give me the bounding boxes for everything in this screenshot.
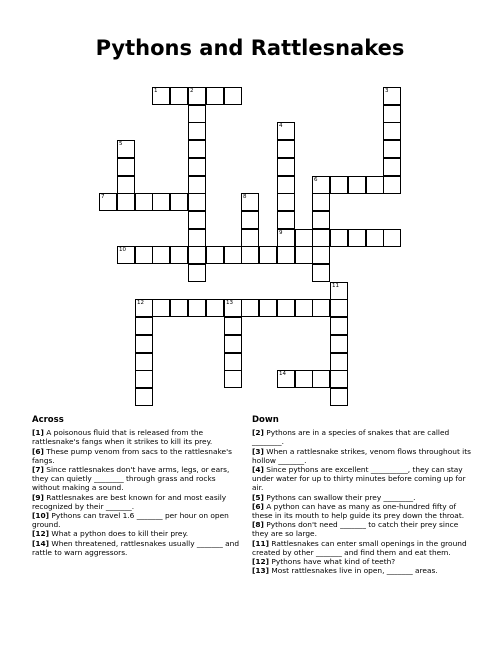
grid-cell[interactable]	[277, 193, 295, 211]
clue-num: [13]	[252, 566, 270, 576]
grid-cell[interactable]	[312, 264, 330, 282]
clue-number: 5	[119, 141, 123, 147]
clue-number: 7	[101, 194, 105, 200]
grid-cell[interactable]	[241, 246, 259, 264]
puzzle-title: Pythons and Rattlesnakes	[95, 36, 405, 60]
grid-cell[interactable]	[188, 105, 206, 123]
grid-cell[interactable]	[224, 353, 242, 371]
grid-cell[interactable]	[188, 211, 206, 229]
grid-cell[interactable]	[135, 370, 153, 388]
grid-cell[interactable]	[152, 246, 170, 264]
grid-cell[interactable]	[348, 176, 366, 194]
grid-cell[interactable]	[259, 299, 277, 317]
clue-num: [5]	[252, 492, 264, 502]
clue-num: [6]	[252, 501, 264, 511]
grid-cell[interactable]	[277, 140, 295, 158]
grid-cell[interactable]	[206, 299, 224, 317]
clue-num: [3]	[252, 446, 264, 456]
grid-cell[interactable]	[295, 299, 313, 317]
across-clue	[32, 529, 244, 538]
grid-cell[interactable]	[241, 229, 259, 247]
down-clue	[252, 557, 474, 566]
grid-cell[interactable]	[330, 229, 348, 247]
grid-cell[interactable]	[330, 317, 348, 335]
grid-cell[interactable]	[188, 140, 206, 158]
across-clue	[32, 447, 244, 465]
grid-cell[interactable]	[117, 158, 135, 176]
clue-num: [12]	[252, 557, 270, 567]
across-clue	[32, 493, 244, 511]
grid-cell[interactable]	[366, 176, 384, 194]
grid-cell[interactable]	[117, 176, 135, 194]
down-clue	[252, 428, 474, 446]
down-clue	[252, 502, 474, 520]
grid-cell[interactable]	[383, 176, 401, 194]
clue-number: 2	[190, 88, 194, 94]
grid-cell[interactable]	[188, 246, 206, 264]
grid-cell[interactable]	[277, 246, 295, 264]
clue-num: [10]	[32, 511, 50, 521]
down-clue	[252, 566, 474, 575]
grid-cell[interactable]	[188, 176, 206, 194]
grid-cell[interactable]	[135, 335, 153, 353]
grid-cell[interactable]	[135, 317, 153, 335]
grid-cell[interactable]	[224, 317, 242, 335]
grid-cell[interactable]	[152, 299, 170, 317]
clue-number: 10	[119, 247, 126, 253]
grid-cell[interactable]	[152, 193, 170, 211]
clue-number: 8	[243, 194, 247, 200]
grid-cell[interactable]	[330, 388, 348, 406]
clue-text: A python can have as many as one-hundred fifty of these in its mouth to help guide its prey down the throat.	[252, 501, 465, 521]
grid-cell[interactable]	[188, 193, 206, 211]
grid-cell[interactable]	[330, 353, 348, 371]
grid-cell[interactable]	[295, 246, 313, 264]
grid-cell[interactable]	[135, 388, 153, 406]
grid-cell[interactable]	[224, 335, 242, 353]
grid-cell[interactable]	[383, 229, 401, 247]
clue-number: 3	[385, 88, 389, 94]
grid-cell[interactable]	[206, 246, 224, 264]
grid-cell[interactable]	[188, 122, 206, 140]
across-clue	[32, 511, 244, 529]
clue-number: 14	[279, 371, 286, 377]
down-clue	[252, 447, 474, 465]
across-clue	[32, 465, 244, 493]
down-clue	[252, 520, 474, 538]
down-clues	[252, 416, 474, 575]
clue-num: [7]	[32, 465, 44, 475]
grid-cell[interactable]	[383, 122, 401, 140]
clue-num: [12]	[32, 529, 50, 539]
grid-cell[interactable]	[348, 229, 366, 247]
grid-cell[interactable]	[330, 176, 348, 194]
grid-cell[interactable]	[312, 299, 330, 317]
grid-cell[interactable]	[188, 229, 206, 247]
grid-cell[interactable]	[277, 176, 295, 194]
clue-num: [14]	[32, 538, 50, 548]
grid-cell[interactable]	[259, 246, 277, 264]
down-clue	[252, 539, 474, 557]
clue-number: 11	[332, 283, 339, 289]
grid-cell[interactable]	[312, 211, 330, 229]
down-heading: Down	[252, 415, 279, 425]
clue-text: What a python does to kill their prey.	[49, 529, 189, 539]
clue-text: Since pythons are excellent __________, they can stay under water for up to thirty minutes before coming up for air.	[252, 465, 466, 493]
grid-cell[interactable]	[241, 211, 259, 229]
across-heading: Across	[32, 415, 64, 425]
clue-text: A poisonous fluid that is released from the rattlesnake's fangs when it strikes to kill its prey.	[32, 428, 213, 447]
grid-cell[interactable]	[170, 299, 188, 317]
grid-cell[interactable]	[170, 246, 188, 264]
clue-number: 1	[154, 88, 158, 94]
across-clue	[32, 539, 244, 557]
grid-cell[interactable]	[117, 193, 135, 211]
grid-cell[interactable]	[224, 87, 242, 105]
clue-text: These pump venom from sacs to the rattlesnake's fangs.	[32, 446, 232, 465]
across-clues	[32, 416, 244, 557]
clue-number: 12	[137, 300, 144, 306]
grid-cell[interactable]	[135, 353, 153, 371]
grid-cell[interactable]	[241, 299, 259, 317]
grid-cell[interactable]	[295, 370, 313, 388]
clue-text: Pythons are in a species of snakes that are called ________.	[252, 428, 450, 447]
clue-number: 9	[279, 230, 283, 236]
clue-num: [6]	[32, 446, 44, 456]
grid-cell[interactable]	[206, 87, 224, 105]
grid-cell[interactable]	[188, 158, 206, 176]
clue-num: [2]	[252, 428, 264, 438]
grid-cell[interactable]	[277, 158, 295, 176]
grid-cell[interactable]	[312, 370, 330, 388]
clue-text: Rattlesnakes can enter small openings in the ground created by other _______ and find them and eat them.	[252, 538, 467, 557]
down-clue	[252, 493, 474, 502]
clue-number: 6	[314, 177, 318, 183]
grid-cell[interactable]	[366, 229, 384, 247]
clue-num: [4]	[252, 465, 264, 475]
across-clue-list	[32, 428, 244, 557]
clue-text: Pythons can swallow their prey ________.	[263, 492, 416, 502]
grid-cell[interactable]	[277, 211, 295, 229]
clue-text: When a rattlesnake strikes, venom flows throughout its hollow _______.	[252, 446, 471, 465]
grid-cell[interactable]	[383, 140, 401, 158]
grid-cell[interactable]	[170, 87, 188, 105]
grid-cell[interactable]	[170, 193, 188, 211]
grid-cell[interactable]	[312, 193, 330, 211]
clue-num: [11]	[252, 538, 270, 548]
down-clue-list	[252, 428, 474, 575]
grid-cell[interactable]	[312, 246, 330, 264]
clue-num: [8]	[252, 520, 264, 530]
clue-text: When threatened, rattlesnakes usually _______ and rattle to warn aggressors.	[32, 538, 240, 557]
grid-cell[interactable]	[135, 246, 153, 264]
grid-cell[interactable]	[224, 246, 242, 264]
grid-cell[interactable]	[330, 335, 348, 353]
clue-text: Pythons have what kind of teeth?	[269, 557, 396, 567]
clue-text: Pythons can travel 1.6 _______ per hour on open ground.	[32, 511, 229, 530]
grid-cell[interactable]	[312, 229, 330, 247]
grid-cell[interactable]	[188, 299, 206, 317]
clue-text: Pythons don't need _______ to catch their prey since they are so large.	[252, 520, 459, 539]
grid-cell[interactable]	[135, 193, 153, 211]
grid-cell[interactable]	[188, 264, 206, 282]
grid-cell[interactable]	[295, 229, 313, 247]
clue-text: Rattlesnakes are best known for and most easily recognized by their _______.	[32, 492, 227, 511]
down-clue	[252, 465, 474, 493]
clue-num: [1]	[32, 428, 44, 438]
grid-cell[interactable]	[277, 299, 295, 317]
clue-num: [9]	[32, 492, 44, 502]
across-clue	[32, 428, 244, 446]
clue-number: 13	[226, 300, 233, 306]
clue-number: 4	[279, 123, 283, 129]
grid-cell[interactable]	[330, 299, 348, 317]
clue-text: Most rattlesnakes live in open, _______ areas.	[269, 566, 438, 576]
grid-cell[interactable]	[383, 105, 401, 123]
grid-cell[interactable]	[224, 370, 242, 388]
grid-cell[interactable]	[383, 158, 401, 176]
grid-cell[interactable]	[330, 370, 348, 388]
clue-text: Since rattlesnakes don't have arms, legs, or ears, they can quietly ________ through grass and rocks without making a sound.	[32, 465, 230, 493]
